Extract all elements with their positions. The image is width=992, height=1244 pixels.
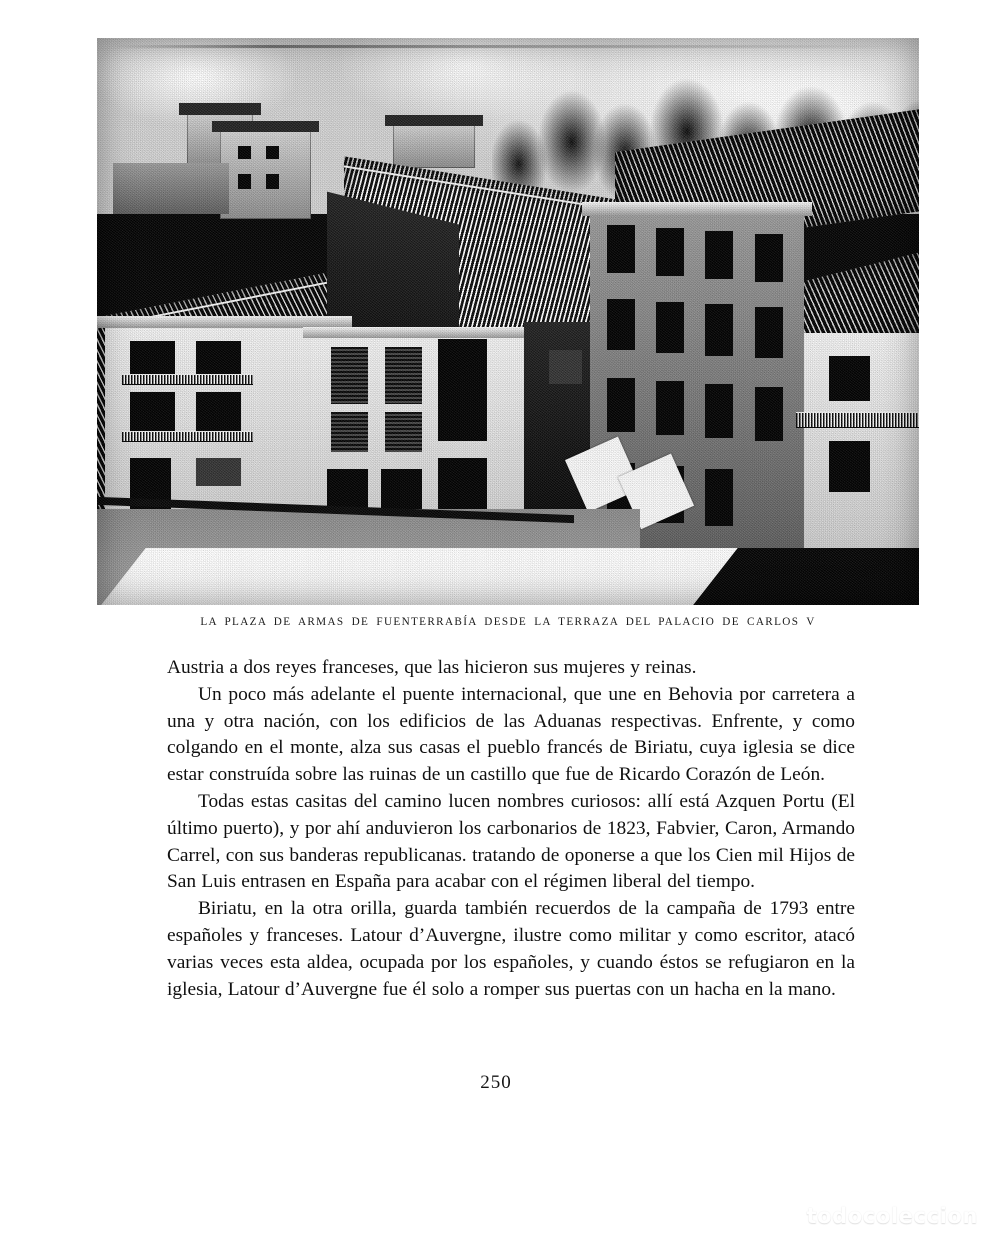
- photo-shutter-center-4: [385, 412, 422, 452]
- photo-distant-window-b2: [266, 146, 278, 160]
- photo-distant-window-b4: [266, 174, 278, 189]
- photo-tall-win-r3c4: [755, 387, 783, 441]
- paragraph-4: Biriatu, en la otra orilla, guarda también recuerdos de la campaña de 1793 entre españoles y franceses. Latour d’Auvergne, ilustre como militar y como escritor, atacó varias veces esta aldea, ocupada por los españoles, y cuando éstos se refugiaron en la iglesia, Latour d’Auvergne fue él solo a romper sus puertas con un hacha en la mano.: [167, 898, 855, 1000]
- photo-window-right-2: [829, 441, 870, 492]
- figure-caption: LA PLAZA DE ARMAS DE FUENTERRABÍA DESDE LA TERRAZA DEL PALACIO DE CARLOS V: [200, 616, 816, 628]
- photo-window-left-2: [196, 341, 241, 375]
- figure-photograph: [97, 38, 919, 605]
- photo-distant-roof-b: [212, 121, 319, 132]
- photo-window-left-3: [130, 392, 175, 432]
- photo-shutter-center-3: [331, 412, 368, 452]
- photo-plaza-de-armas: [97, 38, 919, 605]
- body-text-column: [167, 655, 855, 1003]
- photo-horizon-streak: [113, 45, 902, 48]
- photo-window-center-1: [438, 339, 487, 441]
- photo-window-left-1: [130, 341, 175, 375]
- photo-tall-win-r1c4: [755, 234, 783, 282]
- photo-balcony-right: [796, 412, 919, 428]
- photo-tall-win-r3c3: [705, 384, 733, 438]
- photo-window-shade-1: [549, 350, 582, 384]
- photo-window-left-4: [196, 392, 241, 432]
- photo-distant-window-b3: [238, 174, 250, 189]
- watermark-todocoleccion: todocoleccion: [806, 1204, 978, 1228]
- photo-tall-win-r2c3: [705, 304, 733, 355]
- photo-tall-win-r4c3: [705, 469, 733, 526]
- photo-shutter-center-1: [331, 347, 368, 404]
- photo-tall-win-r1c3: [705, 231, 733, 279]
- photo-window-left-5: [196, 458, 241, 486]
- photo-tall-win-r3c1: [607, 378, 635, 432]
- photo-tall-win-r2c4: [755, 307, 783, 358]
- photo-distant-building-c: [393, 123, 475, 168]
- photo-shutter-center-2: [385, 347, 422, 404]
- page-number: 250: [480, 1072, 512, 1093]
- photo-tall-win-r1c1: [607, 225, 635, 273]
- photo-tall-win-r3c2: [656, 381, 684, 435]
- photo-balcony-left-lower: [122, 431, 254, 442]
- photo-distant-roof-c: [385, 115, 484, 126]
- photo-distant-window-b1: [238, 146, 250, 160]
- photo-balcony-left-upper: [122, 374, 254, 385]
- photo-house-center-eave: [303, 327, 533, 338]
- photo-plaza-sunlight: [97, 548, 738, 605]
- paragraph-1: Austria a dos reyes franceses, que las hicieron sus mujeres y reinas.: [167, 657, 697, 678]
- photo-tall-win-r2c2: [656, 302, 684, 353]
- paragraph-3: Todas estas casitas del camino lucen nombres curiosos: allí está Azquen Portu (El último puerto), y por ahí anduvieron los carbonarios de 1823, Fabvier, Caron, Armando Carrel, con sus banderas republicanas. tratando de oponerse a que los Cien mil Hijos de San Luis entrasen en España para acabar con el régimen liberal del tiempo.: [167, 790, 855, 893]
- photo-distant-wall-left: [113, 163, 228, 214]
- paragraph-2: Un poco más adelante el puente internacional, que une en Behovia por carretera a una y otra nación, con los edificios de las Aduanas respectivas. Enfrente, y como colgando en el monte, alza sus casas el pueblo francés de Biriatu, cuya iglesia se dice estar construída sobre las ruinas de un castillo que fue de Ricardo Corazón de León.: [167, 683, 855, 786]
- photo-tall-win-r2c1: [607, 299, 635, 350]
- photo-distant-roof-a: [179, 103, 261, 115]
- photo-window-right-1: [829, 356, 870, 401]
- photo-tall-win-r1c2: [656, 228, 684, 276]
- photo-tall-block-eave: [582, 202, 812, 216]
